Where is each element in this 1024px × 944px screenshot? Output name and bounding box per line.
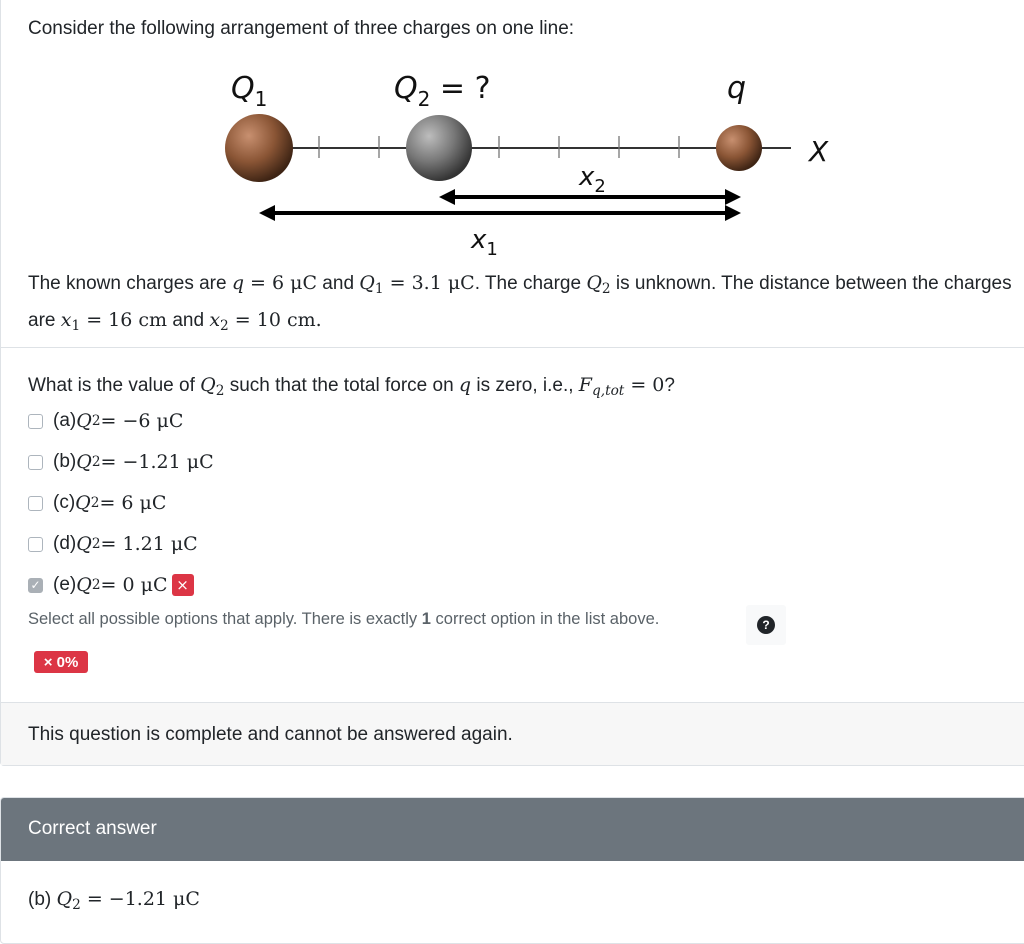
correct-answer-card xyxy=(0,797,1024,944)
q2-label: $Q_2$ = ? xyxy=(394,71,491,111)
charge-diagram xyxy=(1,60,1024,260)
intro-text: Consider the following arrangement of three charges on one line: xyxy=(28,18,575,39)
help-button[interactable] xyxy=(746,605,786,645)
x1-arrow-right-head xyxy=(725,205,741,221)
option-d[interactable]: (d) Q 2 = 1.21 μC xyxy=(28,529,198,559)
x-axis-label: X xyxy=(809,135,829,168)
question-footer xyxy=(1,702,1024,765)
option-e[interactable]: ✓ (e) Q 2 = 0 μC × xyxy=(28,570,194,600)
charge-q1-sphere xyxy=(225,114,293,182)
x2-label: $x_2$ xyxy=(579,162,606,197)
question-text: What is the value of $Q_2$ such that the total force on q is zero, i.e., $F_{q,tot} = 0$? xyxy=(28,374,675,400)
q1-label: $Q_1$ xyxy=(231,71,268,111)
option-b[interactable]: (b) Q 2 = −1.21 μC xyxy=(28,447,214,477)
score-badge: × 0% xyxy=(34,651,88,673)
option-a-checkbox[interactable] xyxy=(28,414,43,429)
complete-message: This question is complete and cannot be answered again. xyxy=(28,724,513,745)
option-a[interactable]: (a) Q 2 = −6 μC xyxy=(28,406,183,436)
x1-arrow-left-head xyxy=(259,205,275,221)
q-label: q xyxy=(727,71,747,106)
charge-q-sphere xyxy=(716,125,762,171)
correct-answer-title: Correct answer xyxy=(28,818,157,839)
charge-q2-sphere xyxy=(406,115,472,181)
known-values-text: The known charges are q = 6 μC and $Q_1 = 3.1$ μC. The charge $Q_2$ is unknown. The distance between the charges are $x_1 = 16$ cm and $x_2 = 10$ cm. xyxy=(28,272,1012,335)
correct-answer-text: (b) $Q_2 = -1.21$ μC xyxy=(28,888,200,914)
x2-arrow-left-head xyxy=(439,189,455,205)
option-d-checkbox[interactable] xyxy=(28,537,43,552)
x1-label: $x_1$ xyxy=(471,225,498,260)
option-e-checkbox[interactable]: ✓ xyxy=(28,578,43,593)
x2-arrow-right-head xyxy=(725,189,741,205)
option-c-checkbox[interactable] xyxy=(28,496,43,511)
help-text: Select all possible options that apply. There is exactly 1 correct option in the list above. xyxy=(28,610,660,628)
correct-answer-header xyxy=(1,798,1024,861)
incorrect-mark-icon: × xyxy=(172,574,194,596)
option-b-checkbox[interactable] xyxy=(28,455,43,470)
divider xyxy=(1,347,1024,348)
question-circle-icon: ? xyxy=(757,616,775,634)
option-c[interactable]: (c) Q 2 = 6 μC xyxy=(28,488,166,518)
